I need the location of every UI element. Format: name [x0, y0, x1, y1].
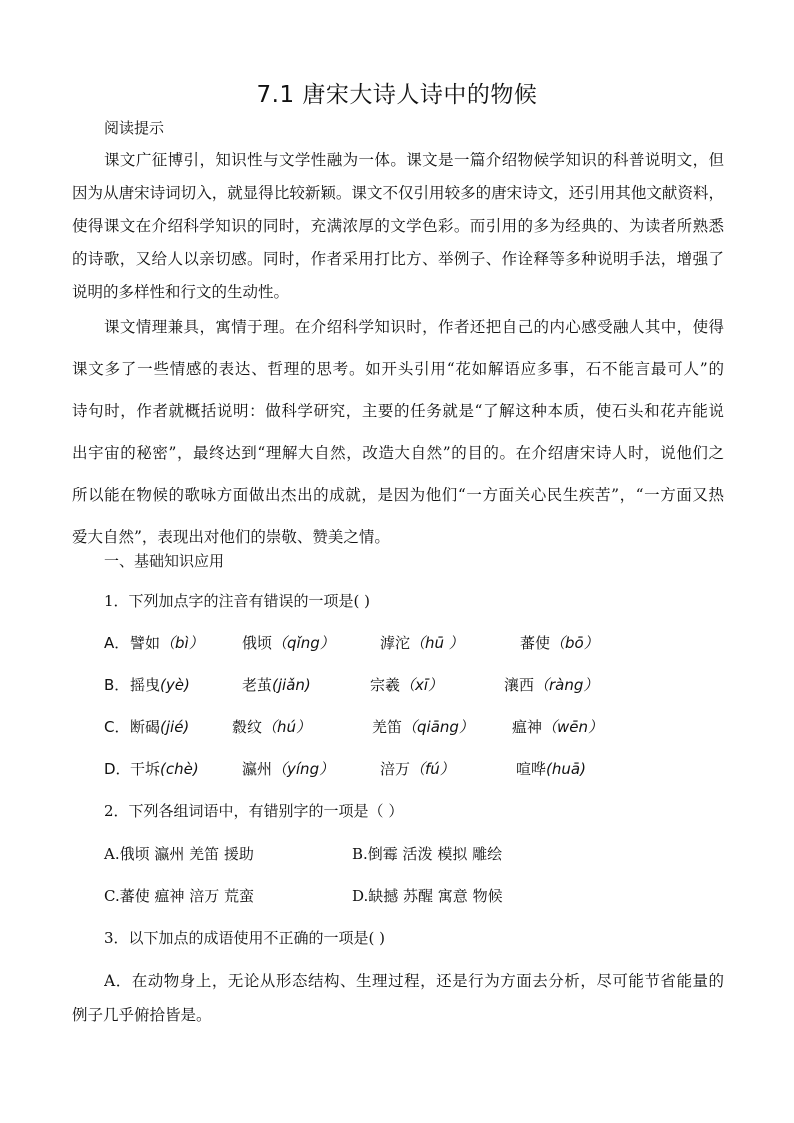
option-item — [130, 674, 190, 695]
text-line: 爱大自然”，表现出对他们的崇敬、赞美之情。 — [72, 528, 390, 546]
pinyin: （qǐng） — [272, 634, 335, 652]
pinyin: (yè) — [160, 676, 190, 694]
option-word: 干坼 — [130, 760, 161, 778]
question-2-stem: 2．下列各组词语中，有错别字的一项是（ ） — [104, 802, 404, 820]
question-3-stem: 3．以下加点的成语使用不正确的一项是( ) — [104, 929, 386, 947]
option-item — [242, 674, 311, 695]
section-heading: 一、基础知识应用 — [104, 552, 225, 570]
option-item — [130, 632, 204, 653]
paragraph-1 — [72, 144, 724, 309]
option-item — [520, 632, 599, 653]
option-word: 摇曳 — [130, 676, 161, 694]
pinyin: （bō） — [550, 634, 599, 652]
pinyin: （fú） — [410, 760, 455, 778]
option-group: C.蕃使 瘟神 涪万 荒蛮 — [104, 887, 255, 905]
option-word: 瘟神 — [512, 718, 543, 736]
option-word: 瀼西 — [504, 676, 535, 694]
option-item — [370, 674, 443, 695]
option-letter: B． — [104, 676, 130, 694]
option-item — [512, 716, 603, 737]
text-line: 因为从唐宋诗词切入，就显得比较新颖。课文不仅引用较多的唐宋诗文，还引用其他文献资料， — [72, 184, 724, 202]
pinyin: （yíng） — [272, 760, 335, 778]
paragraph-2 — [72, 306, 724, 558]
text-line: 课文广征博引，知识性与文学性融为一体。课文是一篇介绍物候学知识的科普说明文，但 — [104, 151, 724, 169]
text-line: 课文多了一些情感的表达、哲理的思考。如开头引用“花如解语应多事，石不能言最可人”的 — [72, 360, 724, 378]
pinyin: （hū ） — [410, 634, 464, 652]
question-1-stem: 1．下列加点字的注音有错误的一项是( ) — [104, 592, 371, 610]
option-letter: C． — [104, 718, 130, 736]
option-item — [232, 716, 311, 737]
option-item — [380, 758, 455, 779]
option-group: A.俄顷 瀛州 羌笛 援助 — [104, 845, 254, 863]
pinyin: （bì） — [160, 634, 204, 652]
option-word: 縠纹 — [232, 718, 263, 736]
option-item — [130, 716, 189, 737]
option-item — [504, 674, 598, 695]
option-word: 宗羲 — [370, 676, 401, 694]
text-line: 的诗歌，又给人以亲切感。同时，作者采用打比方、举例子、作诠释等多种说明手法，增强了 — [72, 250, 724, 268]
text-line: 说明的多样性和行文的生动性。 — [72, 283, 290, 301]
pinyin: （ràng） — [534, 676, 599, 694]
text-line: 课文情理兼具，寓情于理。在介绍科学知识时，作者还把自己的内心感受融人其中，使得 — [104, 318, 724, 336]
text-line: 所以能在物候的歌咏方面做出杰出的成就，是因为他们“一方面关心民生疾苦”，“一方面又热 — [72, 486, 724, 504]
text-line: 使得课文在介绍科学知识的同时，充满浓厚的文学色彩。而引用的多为经典的、为读者所熟悉 — [72, 217, 724, 235]
option-word: 譬如 — [130, 634, 161, 652]
pinyin: (jiǎn) — [272, 676, 311, 694]
option-word: 滹沱 — [380, 634, 411, 652]
option-letter: D． — [104, 760, 131, 778]
text-line: A．在动物身上，无论从形态结构、生理过程，还是行为方面去分析，尽可能节省能量的 — [104, 972, 724, 990]
question-3-option-a — [72, 964, 724, 1032]
option-item — [380, 632, 464, 653]
option-item — [130, 758, 199, 779]
option-word: 涪万 — [380, 760, 411, 778]
pinyin: (jié) — [160, 718, 190, 736]
option-word: 羌笛 — [372, 718, 403, 736]
pinyin: （wēn） — [542, 718, 604, 736]
option-word: 瀛州 — [242, 760, 273, 778]
reading-tip-label: 阅读提示 — [104, 119, 165, 137]
option-group: B.倒霉 活泼 模拟 雕绘 — [352, 845, 503, 863]
option-item — [516, 758, 586, 779]
option-group: D.缺撼 苏醒 寓意 物候 — [352, 887, 503, 905]
text-line: 出宇宙的秘密”，最终达到“理解大自然，改造大自然”的目的。在介绍唐宋诗人时，说他们之 — [72, 444, 724, 462]
pinyin: (huā) — [546, 760, 586, 778]
pinyin: (chè) — [160, 760, 199, 778]
option-word: 俄顷 — [242, 634, 273, 652]
pinyin: （qiāng） — [402, 718, 474, 736]
option-word: 蕃使 — [520, 634, 551, 652]
text-line: 例子几乎俯拾皆是。 — [72, 1006, 212, 1024]
pinyin: （xī） — [400, 676, 444, 694]
option-word: 喧哗 — [516, 760, 547, 778]
option-word: 断碣 — [130, 718, 161, 736]
option-item — [372, 716, 474, 737]
option-item — [242, 758, 334, 779]
page-title: 7.1 唐宋大诗人诗中的物候 — [256, 82, 538, 108]
option-item — [242, 632, 335, 653]
text-line: 诗句时，作者就概括说明：做科学研究，主要的任务就是“了解这种本质，使石头和花卉能说 — [72, 402, 724, 420]
option-letter: A． — [104, 634, 130, 652]
option-word: 老茧 — [242, 676, 273, 694]
pinyin: （hú） — [262, 718, 312, 736]
